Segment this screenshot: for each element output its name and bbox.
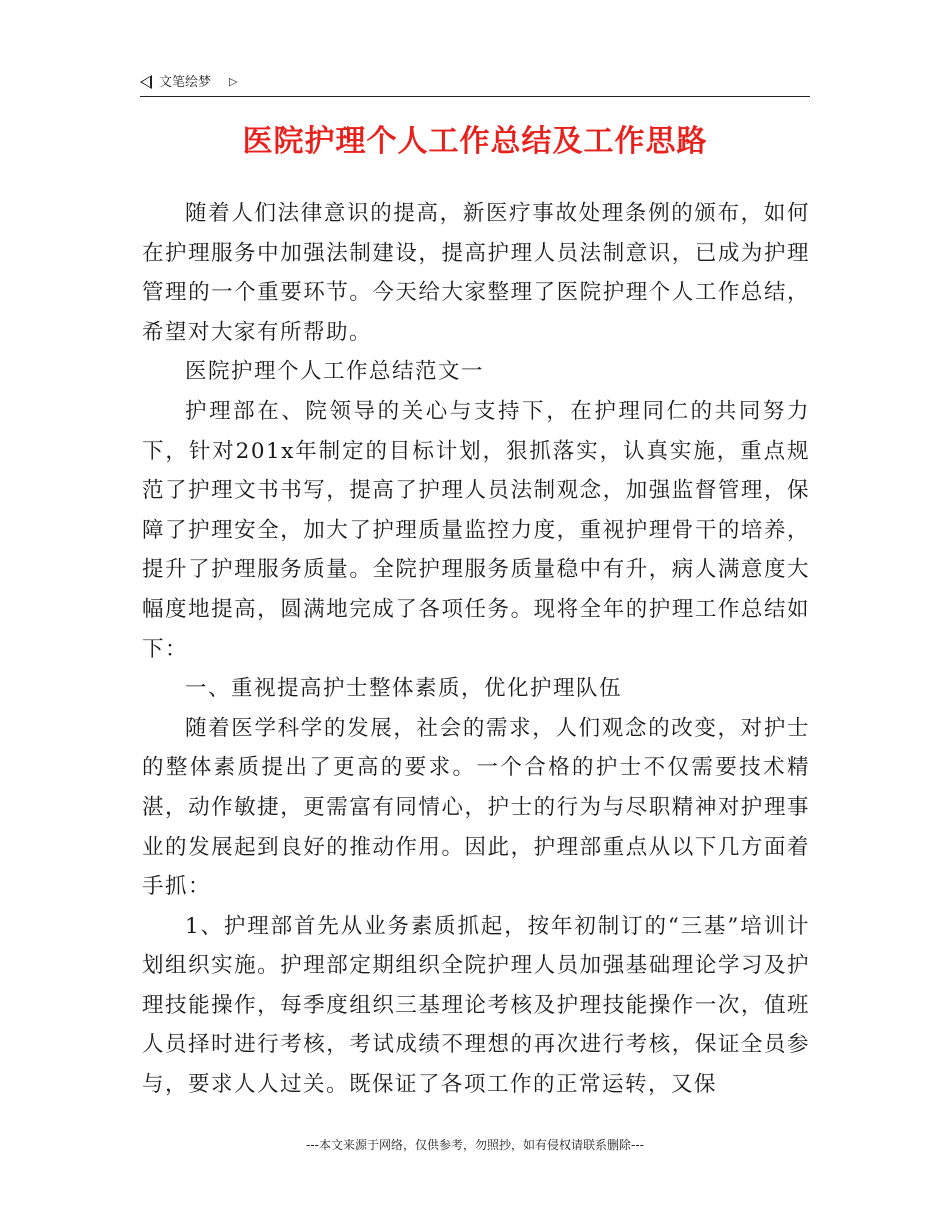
paragraph: 1、护理部首先从业务素质抓起，按年初制订的“三基”培训计划组织实施。护理部定期组织全院护理人员加强基础理论学习及护理技能操作，每季度组织三基理论考核及护理技能操作一次，值班人员择时进行考核，考试成绩不理想的再次进行考核，保证全员参与，要求人人过关。既保证了各项工作的正常运转，又保 xyxy=(142,913,810,1098)
paragraph: 护理部在、院领导的关心与支持下，在护理同仁的共同努力下，针对201x年制定的目标计划，狠抓落实，认真实施，重点规范了护理文书书写，提高了护理人员法制观念，加强监督管理，保障了护理安全，加大了护理质量监控力度，重视护理骨干的培养，提升了护理服务质量。全院护理服务质量稳中有升，病人满意度大幅度地提高，圆满地完成了各项任务。现将全年的护理工作总结如下： xyxy=(142,398,810,662)
paragraph-intro: 随着人们法律意识的提高，新医疗事故处理条例的颁布，如何在护理服务中加强法制建设，提高护理人员法制意识，已成为护理管理的一个重要环节。今天给大家整理了医院护理个人工作总结，希望对大家有所帮助。 xyxy=(142,201,810,345)
triangle-right-icon: ▷ xyxy=(229,75,238,88)
paragraph: 随着医学科学的发展，社会的需求，人们观念的改变，对护士的整体素质提出了更高的要求。一个合格的护士不仅需要技术精湛，动作敏捷，更需富有同情心，护士的行为与尽职精神对护理事业的发展起到良好的推动作用。因此，护理部重点从以下几方面着手抓： xyxy=(142,715,810,900)
section-heading: 医院护理个人工作总结范文一 xyxy=(185,359,485,385)
header-brand: 文笔绘梦 xyxy=(159,75,212,90)
section-heading: 一、重视提高护士整体素质，优化护理队伍 xyxy=(185,676,623,702)
triangle-left-icon xyxy=(140,75,152,89)
page-header xyxy=(140,70,810,97)
document-title: 医院护理个人工作总结及工作思路 xyxy=(242,124,708,159)
document-body xyxy=(142,194,810,1105)
footer-disclaimer: ---本文来源于网络，仅供参考，勿照抄，如有侵权请联系删除--- xyxy=(306,1138,644,1152)
